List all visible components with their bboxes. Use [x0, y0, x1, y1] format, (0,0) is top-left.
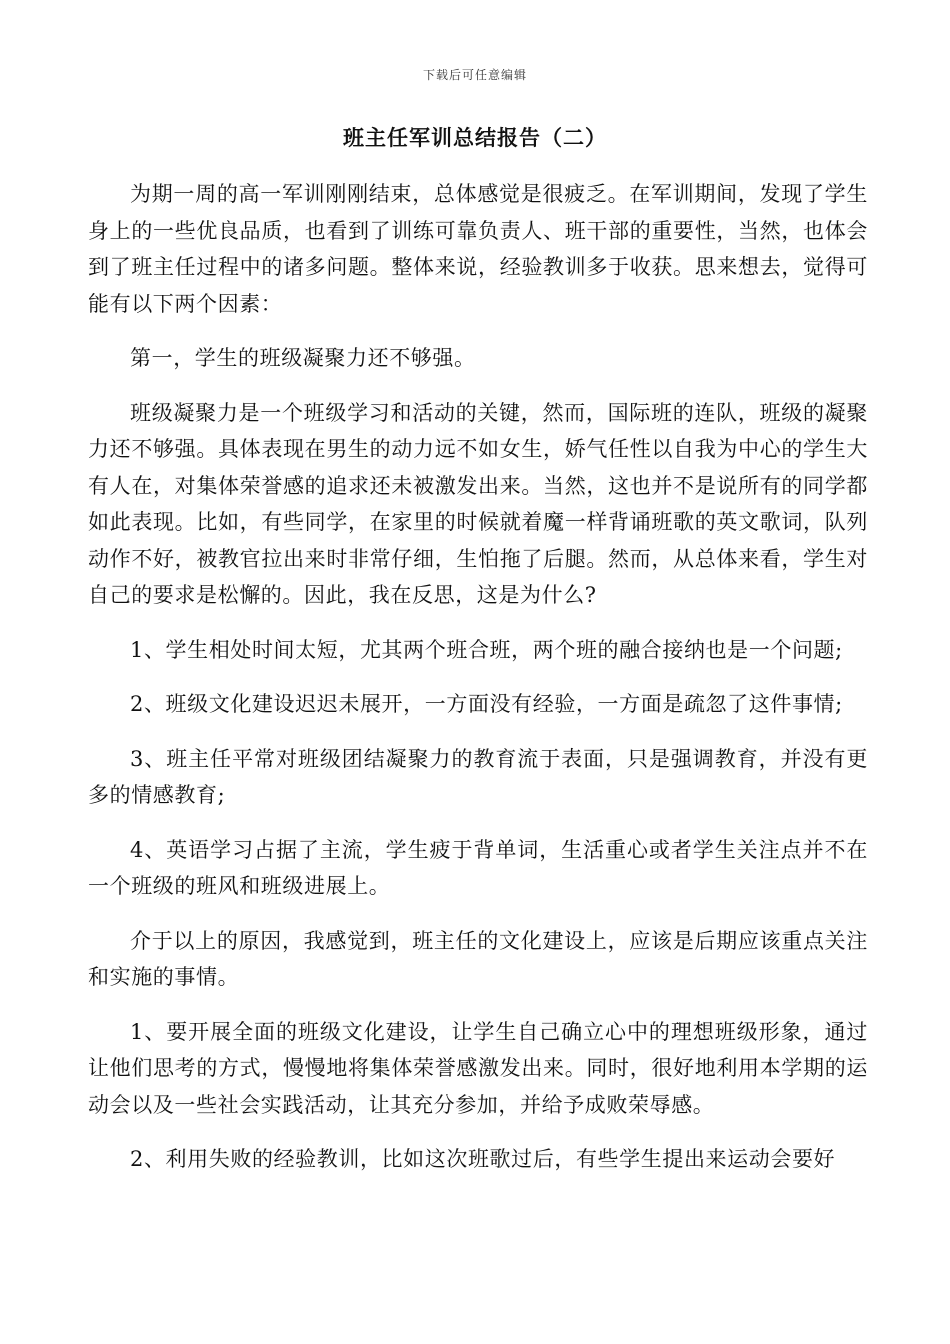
paragraph-reason-4: 4、英语学习占据了主流，学生疲于背单词，生活重心或者学生关注点并不在一个班级的班风和班级进展上。 [88, 837, 868, 898]
document-body [88, 176, 868, 1196]
paragraph-reason-2: 2、班级文化建设迟迟未展开，一方面没有经验，一方面是疏忽了这件事情; [130, 692, 843, 716]
paragraph-intro: 为期一周的高一军训刚刚结束，总体感觉是很疲乏。在军训期间，发现了学生身上的一些优良品质，也看到了训练可靠负责人、班干部的重要性，当然，也体会到了班主任过程中的诸多问题。整体来说，经验教训多于收获。思来想去，觉得可能有以下两个因素： [88, 182, 868, 316]
paragraph-measure-1: 1、要开展全面的班级文化建设，让学生自己确立心中的理想班级形象，通过让他们思考的方式，慢慢地将集体荣誉感激发出来。同时，很好地利用本学期的运动会以及一些社会实践活动，让其充分参加，并给予成败荣辱感。 [88, 1019, 868, 1117]
paragraph-reason-3: 3、班主任平常对班级团结凝聚力的教育流于表面，只是强调教育，并没有更多的情感教育; [88, 746, 868, 807]
paragraph-conclusion: 介于以上的原因，我感觉到，班主任的文化建设上，应该是后期应该重点关注和实施的事情。 [88, 928, 868, 989]
paragraph-cohesion: 班级凝聚力是一个班级学习和活动的关键，然而，国际班的连队，班级的凝聚力还不够强。具体表现在男生的动力远不如女生，娇气任性以自我为中心的学生大有人在，对集体荣誉感的追求还未被激发出来。当然，这也并不是说所有的同学都如此表现。比如，有些同学，在家里的时候就着魔一样背诵班歌的英文歌词，队列动作不好，被教官拉出来时非常仔细，生怕拖了后腿。然而，从总体来看，学生对自己的要求是松懈的。因此，我在反思，这是为什么? [88, 400, 868, 607]
document-title: 班主任军训总结报告（二） [343, 125, 607, 150]
header-note: 下载后可任意编辑 [422, 68, 527, 82]
paragraph-reason-1: 1、学生相处时间太短，尤其两个班合班，两个班的融合接纳也是一个问题; [130, 637, 843, 662]
paragraph-measure-2: 2、利用失败的经验教训，比如这次班歌过后，有些学生提出来运动会要好 [130, 1147, 836, 1171]
paragraph-point-one: 第一，学生的班级凝聚力还不够强。 [130, 346, 476, 370]
